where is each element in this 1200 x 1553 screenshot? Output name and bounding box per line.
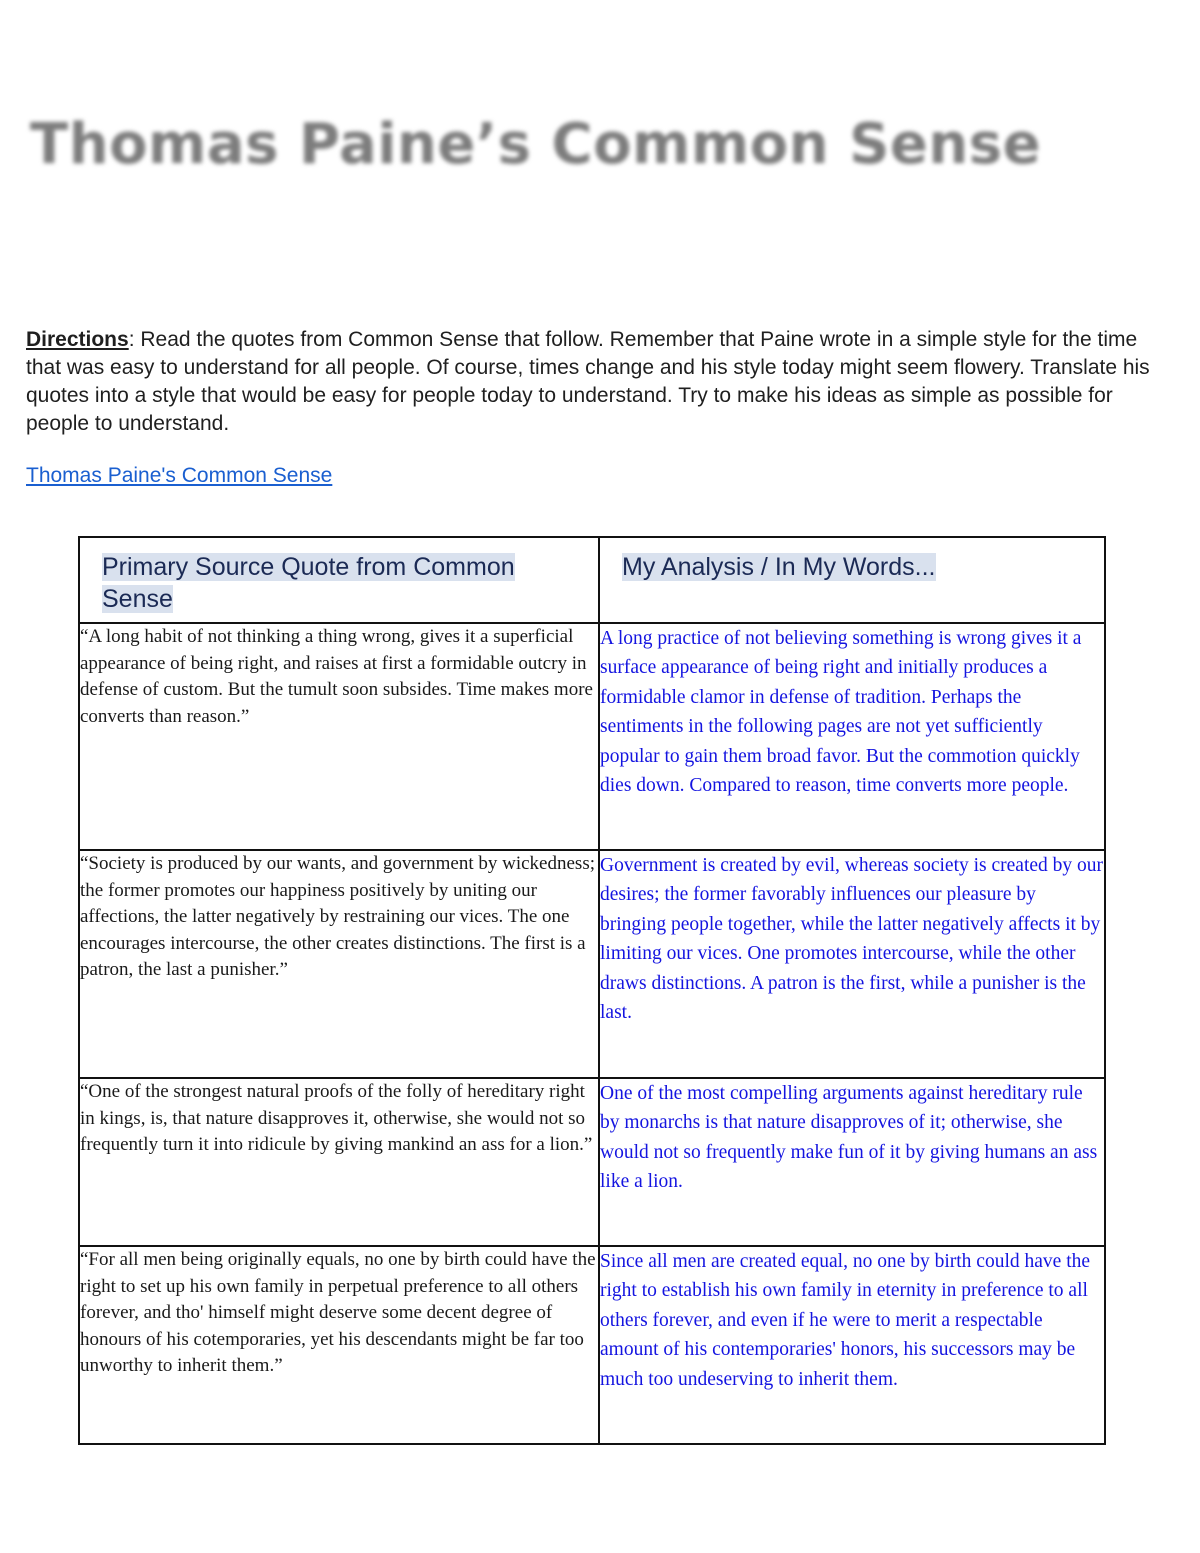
document-title: Thomas Paine’s Common Sense xyxy=(30,112,1042,177)
table-row xyxy=(79,850,1105,1078)
analysis-cell[interactable]: Government is created by evil, whereas society is created by our desires; the former favorably influences our pleasure by bringing people together, while the latter negatively affects it by limiting our vices. One promotes intercourse, while the other draws distinctions. A patron is the first, while a punisher is the last. xyxy=(599,850,1105,1078)
directions-label: Directions xyxy=(26,328,129,351)
directions-paragraph xyxy=(26,326,1166,438)
analysis-cell[interactable]: Since all men are created equal, no one by birth could have the right to establish his own family in eternity in preference to all others forever, and even if he were to merit a respectable amount of his contemporaries' honors, his successors may be much too undeserving to inherit them. xyxy=(599,1246,1105,1444)
quote-cell: “Society is produced by our wants, and government by wickedness; the former promotes our happiness positively by uniting our affections, the latter negatively by restraining our vices. The one encourages intercourse, the other creates distinctions. The first is a patron, the last a punisher.” xyxy=(79,850,599,1078)
analysis-cell[interactable]: A long practice of not believing something is wrong gives it a surface appearance of being right and initially produces a formidable clamor in defense of tradition. Perhaps the sentiments in the following pages are not yet sufficiently popular to gain them broad favor. But the commotion quickly dies down. Compared to reason, time converts more people. xyxy=(599,623,1105,850)
analysis-cell[interactable]: One of the most compelling arguments against hereditary rule by monarchs is that nature disapproves of it; otherwise, she would not so frequently make fun of it by giving humans an ass like a lion. xyxy=(599,1078,1105,1246)
header-cell-quote xyxy=(79,537,599,623)
header-cell-analysis xyxy=(599,537,1105,623)
quote-cell: “For all men being originally equals, no one by birth could have the right to set up his own family in perpetual preference to all others forever, and tho' himself might deserve some decent degree of honours of his cotemporaries, yet his descendants might be far too unworthy to inherit them.” xyxy=(79,1246,599,1444)
directions-text: : Read the quotes from Common Sense that follow. Remember that Paine wrote in a simple style for the time that was easy to understand for all people. Of course, times change and his style today might seem flowery. Translate his quotes into a style that would be easy for people today to understand. Try to make his ideas as simple as possible for people to understand. xyxy=(26,328,1150,435)
table-row xyxy=(79,1246,1105,1444)
common-sense-link[interactable]: Thomas Paine's Common Sense xyxy=(26,464,333,487)
quote-cell: “One of the strongest natural proofs of the folly of hereditary right in kings, is, that nature disapproves it, otherwise, she would not so frequently turn it into ridicule by giving mankind an ass for a lion.” xyxy=(79,1078,599,1246)
header-analysis-label: My Analysis / In My Words... xyxy=(622,553,936,581)
quotes-table xyxy=(78,536,1106,1445)
quote-cell: “A long habit of not thinking a thing wrong, gives it a superficial appearance of being right, and raises at first a formidable outcry in defense of custom. But the tumult soon subsides. Time makes more converts than reason.” xyxy=(79,623,599,850)
table-row xyxy=(79,1078,1105,1246)
table-header-row xyxy=(79,537,1105,623)
header-quote-label: Primary Source Quote from Common Sense xyxy=(102,553,515,613)
table-row xyxy=(79,623,1105,850)
